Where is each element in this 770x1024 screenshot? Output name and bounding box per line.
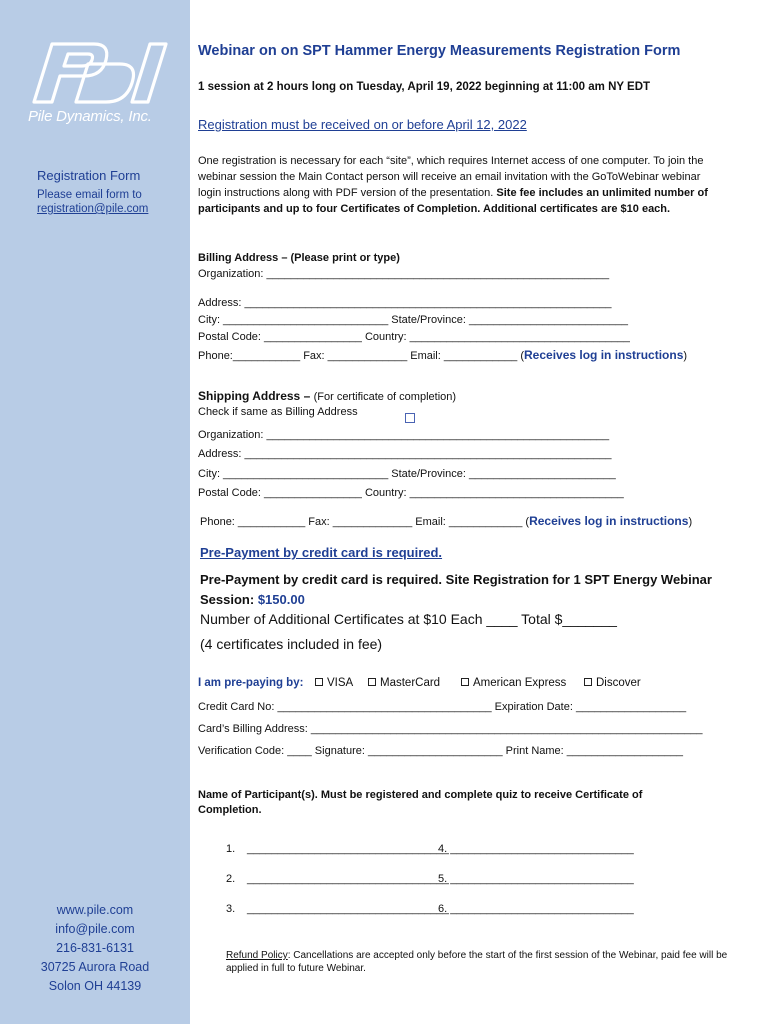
checkbox-icon[interactable] bbox=[584, 678, 592, 686]
shipping-login-note: Receives log in instructions bbox=[529, 514, 689, 528]
option-label: American Express bbox=[473, 677, 567, 689]
intro-text: One registration is necessary for each “site”, which requires Internet access of one computer. To join the webinar session the Main Contact person will receive an email invitation with the GoToWebinar webinar login instructions along with PDF version of the presentation. bbox=[198, 155, 704, 199]
option-label: MasterCard bbox=[380, 677, 441, 689]
option-label: VISA bbox=[327, 677, 354, 689]
participant-2-field[interactable]: _________________________________ bbox=[247, 873, 449, 885]
shipping-paren: ) bbox=[688, 516, 693, 528]
session-info: 1 session at 2 hours long on Tuesday, April 19, 2022 beginning at 11:00 am NY EDT bbox=[198, 81, 651, 93]
checkbox-icon[interactable] bbox=[315, 678, 323, 686]
payment-option-amex[interactable] bbox=[461, 677, 566, 689]
payment-option-mastercard[interactable] bbox=[368, 677, 440, 689]
participant-4-field[interactable]: 4. ______________________________ bbox=[438, 843, 634, 855]
refund-policy-label: Refund Policy bbox=[226, 950, 288, 961]
sidebar bbox=[0, 0, 190, 1024]
prepay-text bbox=[200, 570, 720, 610]
participant-3-number: 3. bbox=[226, 903, 236, 915]
credit-card-field[interactable]: Credit Card No: ___________________________________ Expiration Date: __________________ bbox=[198, 701, 687, 713]
participant-6-field[interactable]: 6. ______________________________ bbox=[438, 903, 634, 915]
registration-note: Please email form to bbox=[37, 189, 142, 201]
shipping-organization-field[interactable]: Organization: ________________________________________________________ bbox=[198, 429, 610, 441]
intro-fee-text: Site fee includes an unlimited number of participants and up to four Certificates of Completion. Additional certificates are $10 each. bbox=[198, 187, 708, 215]
verification-field[interactable]: Verification Code: ____ Signature: ______________________ Print Name: ___________________ bbox=[198, 745, 684, 757]
payment-option-discover[interactable] bbox=[584, 677, 641, 689]
participant-5-field[interactable]: 5. ______________________________ bbox=[438, 873, 634, 885]
additional-certificates-field[interactable]: Number of Additional Certificates at $10 Each ____ Total $_______ bbox=[200, 611, 617, 627]
billing-phone-field[interactable] bbox=[198, 348, 687, 362]
prepaying-label: I am pre-paying by: bbox=[198, 677, 304, 689]
billing-address-field[interactable]: Address: ____________________________________________________________ bbox=[198, 297, 612, 309]
participants-heading: Name of Participant(s). Must be registered and complete quiz to receive Certificate of Completion. bbox=[198, 789, 643, 816]
contact-email[interactable]: info@pile.com bbox=[55, 922, 135, 936]
billing-login-note: Receives log in instructions bbox=[524, 348, 684, 362]
prepay-amount: $150.00 bbox=[257, 592, 305, 607]
prepay-description: Pre-Payment by credit card is required. Site Registration for 1 SPT Energy Webinar Session: bbox=[200, 572, 712, 607]
page-title: Webinar on on SPT Hammer Energy Measurements Registration Form bbox=[198, 43, 681, 59]
company-name: Pile Dynamics, Inc. bbox=[28, 108, 152, 125]
billing-city-state-field[interactable]: City: ___________________________ State/Province: __________________________ bbox=[198, 314, 628, 326]
registration-email-link[interactable]: registration@pile.com bbox=[37, 203, 149, 215]
shipping-phone-line: Phone: ___________ Fax: _____________ Email: ____________ ( bbox=[200, 516, 530, 528]
payment-option-visa[interactable] bbox=[315, 677, 353, 689]
shipping-postal-country-field[interactable]: Postal Code: ________________ Country: ___________________________________ bbox=[198, 487, 624, 499]
option-label: Discover bbox=[596, 677, 641, 689]
billing-heading: Billing Address – (Please print or type) bbox=[198, 252, 400, 264]
contact-city: Solon OH 44139 bbox=[48, 979, 142, 993]
shipping-heading-note: (For certificate of completion) bbox=[313, 391, 457, 403]
same-as-billing-label: Check if same as Billing Address bbox=[198, 406, 358, 418]
registration-form-heading: Registration Form bbox=[37, 168, 141, 183]
billing-paren: ) bbox=[683, 350, 688, 362]
billing-phone-line: Phone:___________ Fax: _____________ Email: ____________ ( bbox=[198, 350, 524, 362]
participant-1-number: 1. bbox=[226, 843, 236, 855]
included-certificates-note: (4 certificates included in fee) bbox=[200, 636, 383, 652]
refund-policy bbox=[226, 949, 741, 975]
contact-website[interactable]: www.pile.com bbox=[56, 903, 134, 917]
participant-2-number: 2. bbox=[226, 873, 236, 885]
checkbox-icon[interactable] bbox=[368, 678, 376, 686]
shipping-heading-label: Shipping Address – bbox=[198, 389, 311, 403]
billing-organization-field[interactable]: Organization: ________________________________________________________ bbox=[198, 268, 610, 280]
same-as-billing-checkbox[interactable] bbox=[405, 413, 415, 423]
registration-deadline: Registration must be received on or before April 12, 2022 bbox=[198, 117, 527, 132]
participant-1-field[interactable]: _________________________________ bbox=[247, 843, 449, 855]
refund-policy-text: : Cancellations are accepted only before the start of the first session of the Webinar, paid fee will be applied in full to future Webinar. bbox=[226, 950, 728, 974]
prepay-heading: Pre-Payment by credit card is required. bbox=[200, 545, 443, 560]
contact-street: 30725 Aurora Road bbox=[40, 960, 150, 974]
contact-phone: 216-831-6131 bbox=[56, 941, 134, 955]
shipping-city-state-field[interactable]: City: ___________________________ State/Province: ________________________ bbox=[198, 468, 616, 480]
billing-postal-country-field[interactable]: Postal Code: ________________ Country: ____________________________________ bbox=[198, 331, 630, 343]
shipping-phone-field[interactable] bbox=[200, 514, 692, 528]
card-billing-address-field[interactable]: Card’s Billing Address: ________________________________________________________________ bbox=[198, 723, 703, 735]
participant-3-field[interactable]: _________________________________ bbox=[247, 903, 449, 915]
checkbox-icon[interactable] bbox=[461, 678, 469, 686]
intro-paragraph bbox=[198, 153, 718, 217]
shipping-heading bbox=[198, 389, 456, 403]
payment-method-label bbox=[198, 677, 303, 689]
shipping-address-field[interactable]: Address: ____________________________________________________________ bbox=[198, 448, 612, 460]
